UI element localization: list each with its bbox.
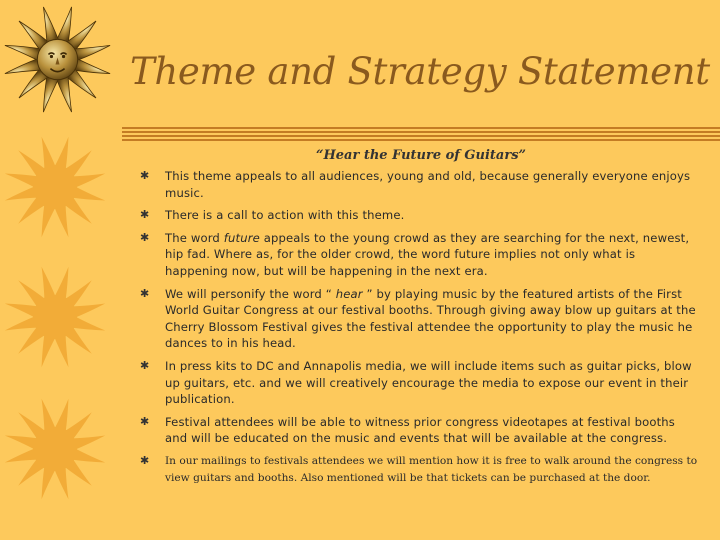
bullet-star-icon: ✱ [140,453,150,467]
list-item: ✱ Festival attendees will be able to witness prior congress videotapes at festival booths and will be educated on the music and events that will be available at the congress. [140,414,675,446]
list-item: ✱ In press kits to DC and Annapolis media, we will include items such as guitar picks, blow up guitars, etc. and we will creatively encourage the media to expose our event in their publication. [140,358,692,407]
title-divider [122,127,720,141]
bullet-star-icon: ✱ [140,230,150,244]
sun-decoration-icon [0,390,110,508]
theme-subtitle: “Hear the Future of Guitars” [316,148,526,163]
sun-decoration-icon [0,128,110,246]
list-item: ✱ This theme appeals to all audiences, young and old, because generally everyone enjoys music. [140,169,691,200]
bullet-star-icon: ✱ [140,208,150,222]
list-item: ✱ In our mailings to festivals attendees we will mention how it is free to walk around the congress to view guitars and booths. Also mentioned will be that tickets can be purchased at the door. [140,453,698,484]
bullet-star-icon: ✱ [140,358,150,372]
list-item: ✱ There is a call to action with this theme. [140,208,405,223]
list-item: ✱ The word future appeals to the young crowd as they are searching for the next, newest, hip fad. Where as, for the older crowd, the word future implies not only what is happening now, but will be happening in the next era. [140,230,690,278]
bullet-star-icon: ✱ [140,169,150,182]
sun-decoration-icon [0,258,110,376]
bullet-list [140,168,700,492]
bullet-star-icon: ✱ [140,414,150,428]
bullet-star-icon: ✱ [140,286,150,300]
page-title: Theme and Strategy Statement [130,50,710,93]
sun-face-icon [0,2,115,117]
list-item: ✱ We will personify the word “ hear ” by playing music by the featured artists of the First World Guitar Congress at our festival booths. Through giving away blow up guitars at the Cherry Blossom Festival gives the festival attendee the opportunity to play the music he dances to in his head. [140,286,696,351]
